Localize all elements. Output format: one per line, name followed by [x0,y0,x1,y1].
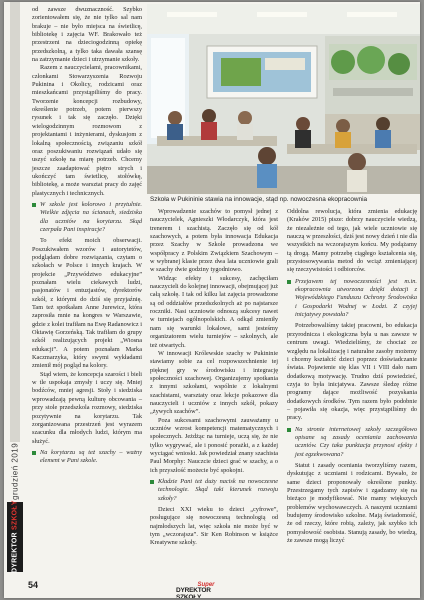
text-column-2 [150,208,278,548]
paragraph: Wprowadzenie szachów to pomysł jednej z nauczycielek, Agnieszki Włodarczyk, która jest trenerem i szachistą. Zaczęło się od kół szachowych, a potem była innowacja Edukacja przez Szachy w Szkole prowadzona we współpracy z Polskim Związkiem Szachowym – w wybranej klasie przez dwa lata uczniowie grali w szachy dwie godziny tygodniowo. [150,208,278,274]
text-column-1 [32,6,142,469]
interview-question: W szkole jest kolorowo i przytulnie. Wielkie zdjęcia na ścianach, siedziska dla uczniów na korytarzu. Skąd czerpała Pani inspiracje? [32,201,142,234]
paragraph: To efekt moich obserwacji. Poszukiwałem wzorów i autorytetów, podglądam dobre rozwiązania, czytam o szkołach w Polsce i innych krajach. W projekcie „Przywództwo edukacyjne” poznałam wielu ciekawych ludzi, pasjonatów i entuzjastów, dyrektorów szkół, z którymi do dziś się przyjaźnię. Tam też spotkałam Anne Jurewicz, która zaprosiła mnie na kongres w Warszawie, gdzie z kolei trafiłam na Ewę Radanowicz i Oktawię Gorzeńską. Tak trafiłam do grupy szkół realizujących projekt „Wiosna edukacji”. A potem poznałam Marka Kaczmarzyka, który swymi wykładami zmienił mój pogląd na kolory. [32,237,142,370]
paragraph: Oddolna rewolucja, która zmienia edukację (Kraków 2015) pisze: dobrzy nauczyciele wiedzą, że niezależnie od tego, jak wiele uczniowie się nauczą w przeszłości, dziś jest nowy dzień i nie dla wszystkich na wczorajszym końcu. My podążamy tą drogą. Mamy potrzebę ciągłego kształcenia się, przystosowywania metod do wciąż zmieniającej się rzeczywistości i odbiorców. [287,208,417,274]
side-bar [10,2,20,442]
page-number: 54 [28,580,39,590]
interview-question: Na korytarzu są też szachy – ważny element w Pani szkole. [32,449,142,466]
issue-date: grudzień 2019 [10,442,20,500]
paragraph: Statut i zasady oceniania tworzyliśmy razem, dyskutując z uczniami i rodzicami. Bywało, że same dzieci proponowały określone punkty. Przestrzegamy tych zapisów i zgadzamy się na bieżąco je modyfikować. Nie mamy większych problemów wychowawczych. A naszymi uczniami budujemy środowisko szkolne. Mają świadomość, że od rzeczy, które robią, zależy, jak szybko ich pomysłowość osobista. Stanują zasady, bo wiedzą, że zawsze mogą liczyć [287,461,417,545]
brand-suffix: SZKOŁY [11,500,19,531]
interview-question: Przejawem tej nowoczesności jest m.in. ekopracownia utworzona dzięki dotacji z Wojewódzkiego Funduszu Ochrony Środowiska i Gospodarki Wodnej w Łodzi. Z czyjej inicjatywy powstała? [287,278,417,320]
photo-caption: Szkoła w Pukininie stawia na innowacje, stąd np. nowoczesna ekopracownia [150,196,368,203]
magazine-page [4,2,420,598]
brand-prefix: DYREKTOR [11,532,19,574]
footer-logo-line2: DYREKTOR SZKOŁY [176,587,211,598]
paragraph: Stąd wiem, że koncepcja szarości i bieli w tle uspokaja zmysły i uczy się. Mniej bodźców, mniej agresji. Stoły i siedziska wprowadzają pewną kulturę obcowania – przy stole przedszkola rozmowy, siedziska pozytywnie na korytarzu. Tak zorganizowana przestrzeń jest wyrazem szacunku dla młodych ludzi, którym ma służyć. [32,370,142,445]
side-strip [4,2,26,598]
footer-logo [176,582,236,596]
footer-logo-line1: Super [197,582,215,588]
paragraph: W innowacji Królewskie szachy w Pukininie stawiamy sobie za cel rozpowszechnienie tej pięknej gry w środowisku i integrację społeczności szachowej. Organizujemy spotkania z innymi szkołami, wspólnie z lokalnymi szachistami, warsztaty oraz lekcje pokazowe dla nauczycieli i uczniów z innych szkół, pokazy „żywych szachów”. [150,349,278,416]
paragraph: Widząc efekty i sukcesy, zachęciłam nauczycieli do kolejnej innowacji, obejmującej już całą szkołę. I tak od kilku lat zajęcia prowadzone są od oddziałów przedszkolnych aż po najstarsze roczniki. Nasi uczniowie odnoszą sukcesy nawet w turniejach ogólnopolskich. A odkąd zmieniły nam się warunki lokalowe, sami jesteśmy organizatorem wielu turniejów – szkolnych, ale też otwartych. [150,274,278,349]
paragraph: Dzieci XXI wieku to dzieci „cyfrowe”, posługujące się nowoczesną technologią od najmłodszych lat, więc szkoła nie może być w tym „wczorajsza”. Sir Ken Robinson w książce Kreatywne szkoły. [150,506,278,547]
interview-question: Na stronie internetowej szkoły szczegółowo opisane są zasady oceniania zachowania uczniów. Czy taka punktacja przynosi efekty i jest egzekwowana? [287,426,417,459]
interview-question: Kładzie Pani też duży nacisk na nowoczesne technologie. Skąd taki kierunek rozwoju szkoły? [150,478,278,503]
paragraph: Razem z nauczycielami, pracownikami, członkami Stowarzyszenia Rozwoju Pukinina i Okolicy, rodzicami oraz mieszkańcami przystąpiliśmy do pracy. Tworzenie koncepcji rozbudowy, określenie potrzeb, potem pierwszy rysunek i tak się zaczęło. Dzięki wielogodzinnym rozmowom z projektantami i inżynierami, dyskusjom z lokalną społecznością, związaniu szkół oraz poszukiwaniu rozwiązań udało się uszyć szkołę na miarę potrzeb. Chcemy jeszcze zaadaptować piętro strych i ukończyć tam świetlicę, stołówkę, bibliotekę, a może warsztat pracy do zajęć plastycznych i technicznych. [32,64,142,197]
text-column-3 [287,208,417,545]
classroom-illustration [147,4,420,194]
classroom-photo [147,4,420,194]
paragraph: od zawsze dwuznaczność. Szybko zorientowałem się, że nie tylko sal nam brakuje – nie było miejsca na świetlicę, bibliotekę i zajęcia WF. Brakowało też przestrzeni na dzieciogodzinną opiekę przedszkolną, a tylko taka dawała szansę na zatrzymanie dzieci i utrzymanie szkoły. [32,6,142,64]
brand-label [7,502,23,572]
paragraph: Poza sukcesami szachowymi zauważamy u uczniów wzrost kompetencji matematycznych i społecznych. Jeżdżąc na turnieje, uczą się, że nie tylko wygrywać, ale i ponosić porażki, a z każdej wyciągać wnioski. Jak powiedział znany szachista Paul Morphy: Nauczcie dzieci grać w szachy, a o ich przyszłość możecie być spokojni. [150,416,278,474]
paragraph: Potrzebowaliśmy takiej pracowni, bo edukacja przyrodnicza i ekologiczna była u nas zawsze w centrum uwagi. Wiedzieliśmy, że chociaż ze względu na lokalizację i naturalne zasoby możemy i chcemy kształcić dzieci poprzez doświadczanie świata. Pojawienie się klas VII i VIII dało nam dodatkową motywację. Trudno dziś powiedzieć, czyja to była inicjatywa. Zawsze śledzę różne programy dające możliwość pozyskania dodatkowych środków. Tym razem było podobnie – pojawiła się okazja, więc przystąpiliśmy do pracy. [287,322,417,422]
